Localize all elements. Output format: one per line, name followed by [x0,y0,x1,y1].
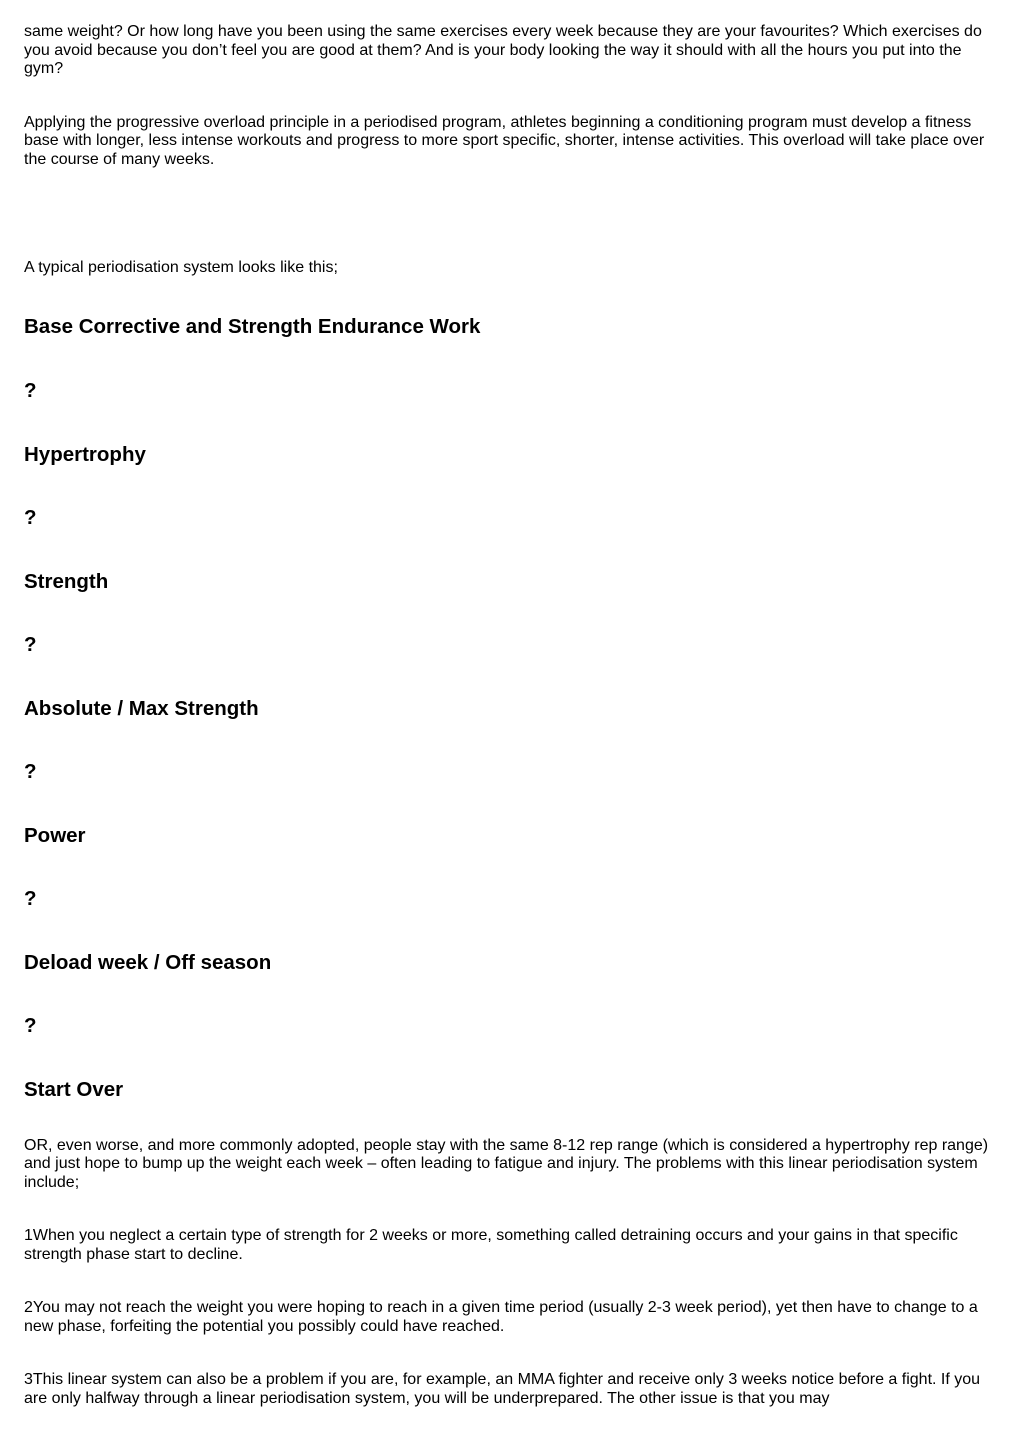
document-page [24,23,1000,1408]
phase-heading-strength: Strength [24,569,109,593]
paragraph-problem-3: 3This linear system can also be a problem if you are, for example, an MMA fighter and receive only 3 weeks notice before a fight. If you are only halfway through a linear periodisation system, you will be underprepared. The other issue is that you may [24,1371,981,1407]
phase-heading-base: Base Corrective and Strength Endurance Work [24,314,481,338]
phase-separator: ? [24,759,37,783]
phase-heading-hypertrophy: Hypertrophy [24,442,146,466]
phase-separator: ? [24,886,37,910]
paragraph-problem-1: 1When you neglect a certain type of strength for 2 weeks or more, something called detraining occurs and your gains in that specific strength phase start to decline. [24,1227,958,1263]
phase-heading-deload: Deload week / Off season [24,950,272,974]
phase-separator: ? [24,1013,37,1037]
phase-separator: ? [24,632,37,656]
phase-heading-max-strength: Absolute / Max Strength [24,696,259,720]
phase-heading-power: Power [24,823,86,847]
paragraph-problem-2: 2You may not reach the weight you were hoping to reach in a given time period (usually 2-3 week period), yet then have to change to a new phase, forfeiting the potential you possibly could have reached. [24,1299,978,1335]
phase-heading-start-over: Start Over [24,1077,124,1101]
paragraph-typical-system: A typical periodisation system looks like this; [24,259,338,276]
paragraph-linear-problems: OR, even worse, and more commonly adopted, people stay with the same 8-12 rep range (which is considered a hypertrophy rep range) and just hope to bump up the weight each week – often leading to fatigue and injury. The problems with this linear periodisation system include; [24,1136,989,1191]
phase-separator: ? [24,378,37,402]
paragraph-intro: same weight? Or how long have you been using the same exercises every week because they are your favourites? Which exercises do you avoid because you don’t feel you are good at them? And is your body looking the way it should with all the hours you put into the gym? [24,23,982,77]
phase-separator: ? [24,505,37,529]
paragraph-progressive-overload: Applying the progressive overload principle in a periodised program, athletes beginning a conditioning program must develop a fitness base with longer, less intense workouts and progress to more sport specific, shorter, intense activities. This overload will take place over the course of many weeks. [24,113,985,168]
